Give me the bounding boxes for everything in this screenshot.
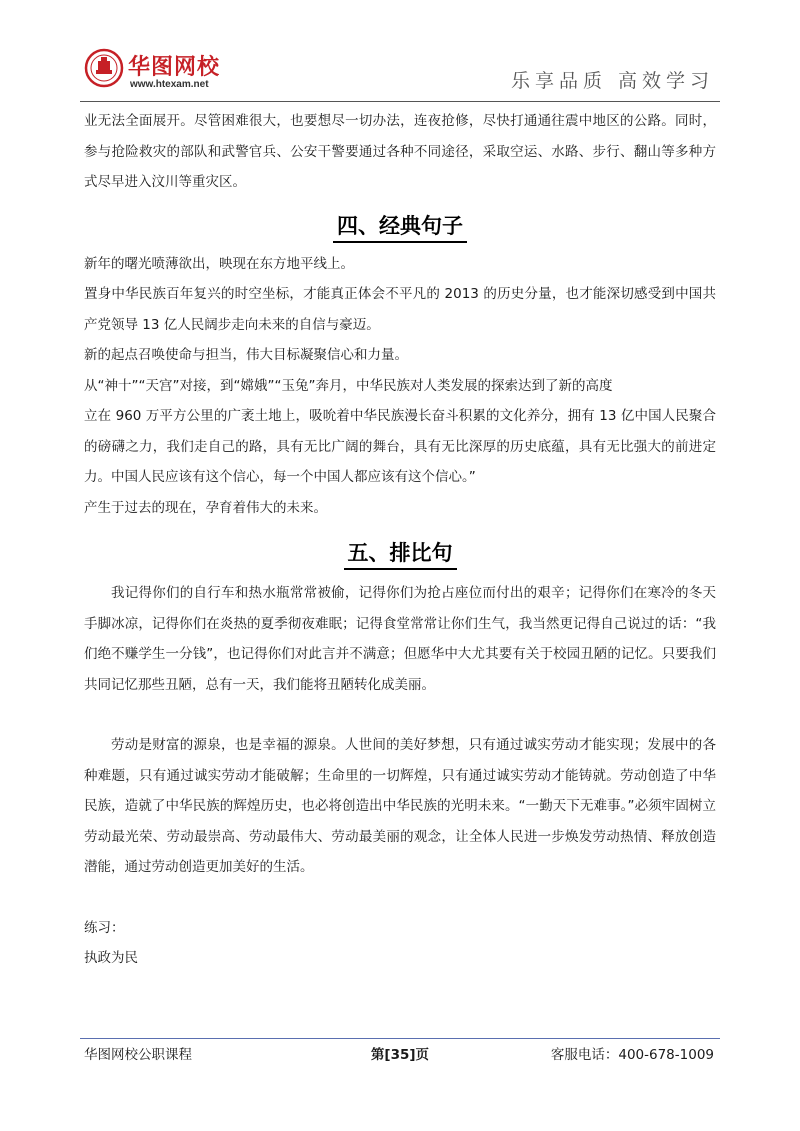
sentence: 置身中华民族百年复兴的时空坐标，才能真正体会不平凡的 2013 的历史分量，也才能深切感受到中国共产党领导 13 亿人民阔步走向未来的自信与豪迈。 (84, 286, 716, 333)
sentence: 新的起点召唤使命与担当，伟大目标凝聚信心和力量。 (84, 347, 408, 363)
parallelism-paragraph: 劳动是财富的源泉，也是幸福的源泉。人世间的美好梦想，只有通过诚实劳动才能实现；发展中的各种难题，只有通过诚实劳动才能破解；生命里的一切辉煌，只有通过诚实劳动才能铸就。劳动创造了中华民族，造就了中华民族的辉煌历史，也必将创造出中华民族的光明未来。“一勤天下无难事。”必须牢固树立劳动最光荣、劳动最崇高、劳动最伟大、劳动最美丽的观念，让全体人民进一步焕发劳动热情、释放创造潜能，通过劳动创造更加美好的生活。 (84, 737, 716, 875)
header-divider (80, 101, 720, 102)
footer-divider (80, 1038, 720, 1039)
slogan: 乐享品质 高效学习 (510, 70, 714, 92)
section4-title: 四、经典句子 (333, 210, 467, 243)
logo (84, 48, 234, 98)
page-content (84, 106, 716, 974)
footer-phone: 客服电话：400-678-1009 (550, 1047, 714, 1063)
sentence: 从“神十”“天宫”对接，到“嫦娥”“玉兔”奔月，中华民族对人类发展的探索达到了新的高度 (84, 377, 613, 394)
sentence: 立在 960 万平方公里的广袤土地上，吸吮着中华民族漫长奋斗积累的文化养分，拥有 13 亿中国人民聚合的磅礴之力，我们走自己的路，具有无比广阔的舞台，具有无比深厚的历史底蕴，具有无比强大的前进定力。中国人民应该有这个信心，每一个中国人都应该有这个信心。” (84, 408, 716, 485)
sentence: 新年的曙光喷薄欲出，映现在东方地平线上。 (84, 255, 354, 272)
logo-seal-icon (84, 48, 124, 88)
section5-title: 五、排比句 (344, 537, 457, 570)
sentence: 产生于过去的现在，孕育着伟大的未来。 (84, 499, 327, 516)
parallelism-paragraph: 我记得你们的自行车和热水瓶常常被偷，记得你们为抢占座位而付出的艰辛；记得你们在寒冷的冬天手脚冰凉，记得你们在炎热的夏季彻夜难眠；记得食堂常常让你们生气，我当然更记得自己说过的话：“我们绝不赚学生一分钱”，也记得你们对此言并不满意；但愿华中大尤其要有关于校园丑陋的记忆。只要我们共同记忆那些丑陋，总有一天，我们能将丑陋转化成美丽。 (84, 585, 716, 693)
logo-name: 华图网校 (128, 55, 221, 80)
intro-paragraph: 业无法全面展开。尽管困难很大，也要想尽一切办法，连夜抢修，尽快打通通往震中地区的公路。同时，参与抢险救灾的部队和武警官兵、公安干警要通过各种不同途径，采取空运、水路、步行、翻山等多种方式尽早进入汶川等重灾区。 (84, 113, 716, 190)
section-heading (84, 537, 716, 570)
footer-course: 华图网校公职课程 (84, 1047, 192, 1063)
exercise-label: 练习： (84, 919, 125, 936)
exercise-topic: 执政为民 (84, 950, 138, 966)
page-number: 第[35]页 (370, 1047, 430, 1063)
logo-url: www.htexam.net (130, 79, 209, 90)
section-heading (84, 210, 716, 243)
